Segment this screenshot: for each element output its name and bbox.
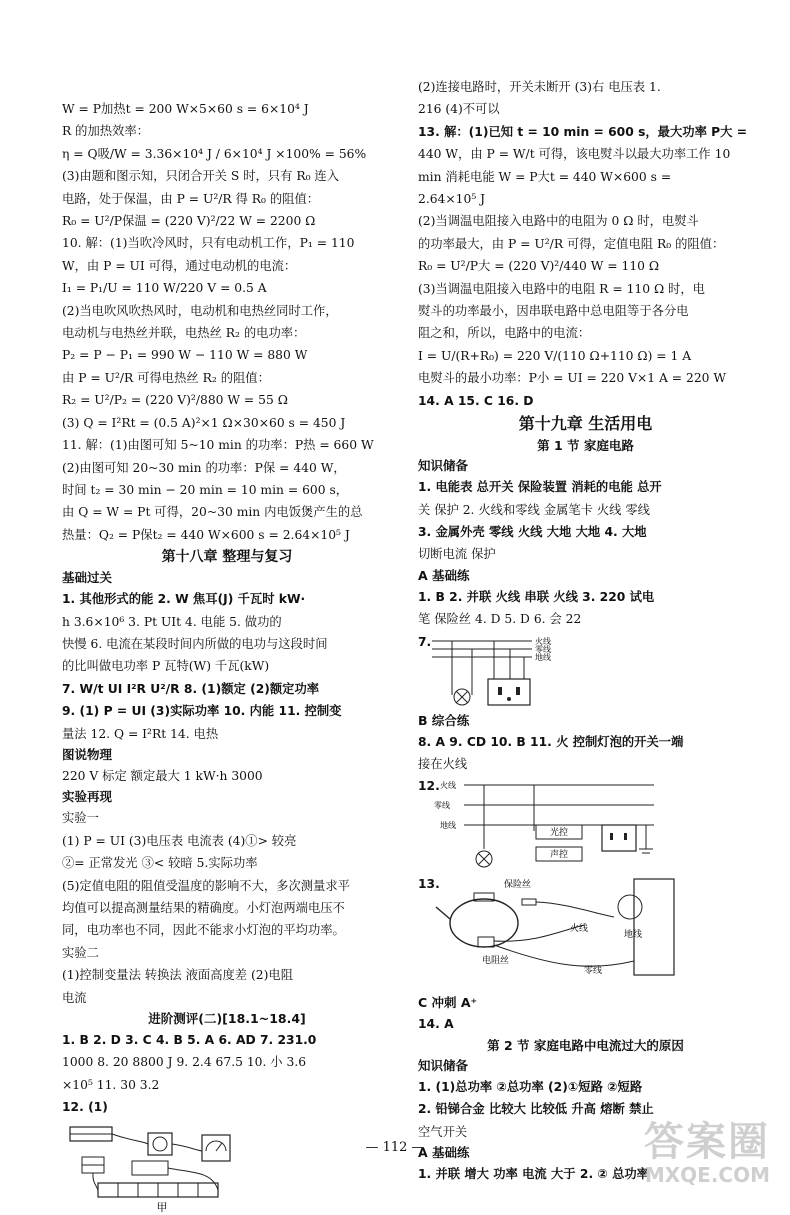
answer-line: 阻之和，所以，电路中的电流： <box>418 326 591 341</box>
chapter-19-title: 第十九章 生活用电 <box>518 414 653 434</box>
q12-figure-wrap <box>418 775 753 873</box>
q13-label: 13. <box>418 877 440 892</box>
answer-line: 8. A 9. CD 10. B 11. 火 控制灯泡的开关一端 <box>418 734 684 749</box>
answer-line: 13. 解：(1)已知 t = 10 min = 600 s，最大功率 P大 = <box>418 124 748 139</box>
answer-line: (3)当调温电阻接入电路中的电阻 R = 110 Ω 时，电 <box>418 281 705 296</box>
answer-line: 440 W，由 P = W/t 可得，该电熨斗以最大功率工作 10 <box>418 147 731 162</box>
light-control-label: 光控 <box>549 828 569 839</box>
answer-line: 7. W/t UI I²R U²/R 8. (1)额定 (2)额定功率 <box>62 681 320 696</box>
q12-label-right: 12. <box>418 779 440 794</box>
answer-line: 实验一 <box>62 811 99 826</box>
answer-line: h 3.6×10⁶ 3. Pt UIt 4. 电能 5. 做功的 <box>62 614 282 629</box>
answer-line: 由 Q = W = Pt 可得，20~30 min 内电饭煲产生的总 <box>62 505 363 520</box>
answer-line: 1. 并联 增大 功率 电流 大于 2. ② 总功率 <box>418 1166 649 1181</box>
answer-line: 关 保护 2. 火线和零线 金属笔卡 火线 零线 <box>418 502 650 517</box>
answer-line: 2.64×10⁵ J <box>418 192 486 207</box>
watermark-sub: MXQE.COM <box>644 1163 770 1187</box>
answer-line: R₀ = U²/P保温 = (220 V)²/22 W = 2200 Ω <box>62 214 316 229</box>
answer-line: (2)当调温电阻接入电路中的电阻为 0 Ω 时，电熨斗 <box>418 214 699 229</box>
answer-line: 1. B 2. D 3. C 4. B 5. A 6. AD 7. 231.0 <box>62 1033 317 1048</box>
answer-line: 空气开关 <box>418 1124 468 1139</box>
answer-line: 1. 其他形式的能 2. W 焦耳(J) 千瓦时 kW· <box>62 592 306 607</box>
section-1-title: 第 1 节 家庭电路 <box>537 438 634 454</box>
answer-line: 10. 解：(1)当吹冷风时，只有电动机工作，P₁ = 110 <box>62 236 355 251</box>
watermark <box>644 1120 770 1186</box>
q12-label: 12. (1) <box>62 1100 108 1115</box>
answer-line: ×10⁵ 11. 30 3.2 <box>62 1077 160 1092</box>
b-practice-header: B 综合练 <box>418 712 470 728</box>
resistor-label: 电阻丝 <box>482 956 510 967</box>
answer-line: 时间 t₂ = 30 min − 20 min = 10 min = 600 s， <box>62 482 349 497</box>
answer-line: 快慢 6. 电流在某段时间内所做的电功与这段时间 <box>62 636 328 651</box>
q7-figure-wrap <box>418 631 753 711</box>
wire-label-ground: 地线 <box>535 652 551 662</box>
svg-text:地线: 地线 <box>440 821 456 831</box>
answer-line: 216 (4)不可以 <box>418 102 500 117</box>
answer-line: (2)由图可知 20~30 min 的功率：P保 = 440 W， <box>62 460 346 475</box>
answer-line: 1000 8. 20 8800 J 9. 2.4 67.5 10. 小 3.6 <box>62 1055 307 1070</box>
answer-line: 电动机与电热丝并联，电热丝 R₂ 的电功率： <box>62 326 306 341</box>
answer-line: 220 V 标定 额定最大 1 kW·h 3000 <box>62 768 263 783</box>
knowledge2-header: 知识储备 <box>418 1057 469 1073</box>
answer-line: η = Q吸/W = 3.36×10⁴ J / 6×10⁴ J ×100% = 56% <box>62 146 367 161</box>
q7-wiring-diagram <box>432 635 582 711</box>
svg-text:零线: 零线 <box>434 801 450 811</box>
answer-line: (5)定值电阻的阻值受温度的影响不大，多次测量求平 <box>62 878 350 893</box>
answer-line: 11. 解：(1)由图可知 5~10 min 的功率：P热 = 660 W <box>62 438 374 453</box>
ground-wire-label: 地线 <box>624 930 643 941</box>
answer-line: (3)由题和图示知，只闭合开关 S 时，只有 R₀ 连入 <box>62 169 340 184</box>
answer-line: 由 P = U²/R 可得电热丝 R₂ 的阻值： <box>62 370 270 385</box>
answer-line: (2)当电吹风吹热风时，电动机和电热丝同时工作， <box>62 303 338 318</box>
answer-line: 量法 12. Q = I²Rt 14. 电热 <box>62 726 219 741</box>
figure-caption: 甲 <box>156 1200 168 1213</box>
answer-line: 1. B 2. 并联 火线 串联 火线 3. 220 试电 <box>418 589 655 604</box>
q13-kettle-diagram <box>434 873 684 993</box>
answer-line: 均值可以提高测量结果的精确度。小灯泡两端电压不 <box>62 901 345 915</box>
wire-label-neutral: 零线 <box>535 644 551 654</box>
chapter-18-title: 第十八章 整理与复习 <box>161 549 293 566</box>
fuse-label: 保险丝 <box>504 880 532 891</box>
answer-line: 电流 <box>62 990 87 1005</box>
answer-line: 的功率最大，由 P = U²/R 可得，定值电阻 R₀ 的阻值： <box>418 236 725 251</box>
nameplate-header: 图说物理 <box>62 746 113 762</box>
answer-line: P₂ = P − P₁ = 990 W − 110 W = 880 W <box>62 348 308 363</box>
answer-line: 14. A <box>418 1017 454 1032</box>
answer-line: min 消耗电能 W = P大t = 440 W×600 s = <box>418 169 672 184</box>
neutral-wire-label: 零线 <box>584 966 603 977</box>
answer-line: W = P加热t = 200 W×5×60 s = 6×10⁴ J <box>62 102 309 116</box>
left-column <box>62 98 392 1215</box>
answer-line: W，由 P = UI 可得，通过电动机的电流： <box>62 258 297 273</box>
sound-control-label: 声控 <box>549 850 569 861</box>
answer-line: 3. 金属外壳 零线 火线 大地 大地 4. 大地 <box>418 524 647 539</box>
answer-line: 电路，处于保温，由 P = U²/R 得 R₀ 的阻值： <box>62 191 320 206</box>
a2-practice-header: A 基础练 <box>418 1144 470 1160</box>
q13-figure-wrap <box>418 873 753 993</box>
left-answer-lines <box>62 98 392 546</box>
wire-label-live: 火线 <box>535 636 551 646</box>
q12-wiring-diagram <box>434 779 664 873</box>
answer-line: I₁ = P₁/U = 110 W/220 V = 0.5 A <box>62 281 267 296</box>
answer-line: (3) Q = I²Rt = (0.5 A)²×1 Ω×30×60 s = 450 J <box>62 415 346 430</box>
basics-header: 基础过关 <box>62 570 113 586</box>
answer-line: 实验二 <box>62 945 99 960</box>
answer-line: (1) P = UI (3)电压表 电流表 (4)①> 较亮 <box>62 833 297 848</box>
answer-line: 1. 电能表 总开关 保险装置 消耗的电能 总开 <box>418 480 662 495</box>
answer-line: (1)控制变量法 转换法 液面高度差 (2)电阻 <box>62 968 294 983</box>
answer-line: (2)连接电路时，开关未断开 (3)右 电压表 1. <box>418 80 661 94</box>
test-title: 进阶测评(二)[18.1~18.4] <box>148 1011 306 1027</box>
section-2-title: 第 2 节 家庭电路中电流过大的原因 <box>487 1037 684 1053</box>
answer-line: R₂ = U²/P₂ = (220 V)²/880 W = 55 Ω <box>62 393 288 408</box>
answer-line: R 的加热效率： <box>62 124 149 139</box>
answer-line: 熨斗的功率最小，因串联电路中总电阻等于各分电 <box>418 304 689 319</box>
live-wire-label: 火线 <box>570 924 589 935</box>
circuit-apparatus-figure <box>62 1121 262 1213</box>
answer-line: 同，电功率也不同，因此不能求小灯泡的平均功率。 <box>62 923 345 938</box>
answer-line: ②= 正常发光 ③< 较暗 5.实际功率 <box>62 856 258 871</box>
a-practice-header: A 基础练 <box>418 567 470 583</box>
answer-line: 切断电流 保护 <box>418 547 496 562</box>
answer-line: 电熨斗的最小功率：P小 = UI = 220 V×1 A = 220 W <box>418 371 727 386</box>
answer-line: 接在火线 <box>418 756 468 771</box>
answer-line: R₀ = U²/P大 = (220 V)²/440 W = 110 Ω <box>418 259 660 274</box>
answer-line: I = U/(R+R₀) = 220 V/(110 Ω+110 Ω) = 1 A <box>418 348 692 363</box>
right-column <box>418 76 753 1185</box>
watermark-main: 答案圈 <box>644 1119 770 1165</box>
answer-line: 的比叫做电功率 P 瓦特(W) 千瓦(kW) <box>62 659 270 674</box>
page-number: — 112 — <box>365 1140 425 1155</box>
answer-line: 热量：Q₂ = P保t₂ = 440 W×600 s = 2.64×10⁵ J <box>62 527 350 542</box>
experiment-header: 实验再现 <box>62 789 113 805</box>
knowledge-header: 知识储备 <box>418 458 469 474</box>
answer-line: 2. 铅锑合金 比较大 比较低 升高 熔断 禁止 <box>418 1102 654 1117</box>
answer-line: 9. (1) P = UI (3)实际功率 10. 内能 11. 控制变 <box>62 704 342 719</box>
svg-text:火线: 火线 <box>440 781 456 791</box>
answer-line: 14. A 15. C 16. D <box>418 393 534 408</box>
q7-label: 7. <box>418 634 432 649</box>
c-practice-header: C 冲刺 A⁺ <box>418 995 478 1011</box>
answer-line: 笔 保险丝 4. D 5. D 6. 会 22 <box>418 612 582 627</box>
answer-line: 1. (1)总功率 ②总功率 (2)①短路 ②短路 <box>418 1079 643 1094</box>
